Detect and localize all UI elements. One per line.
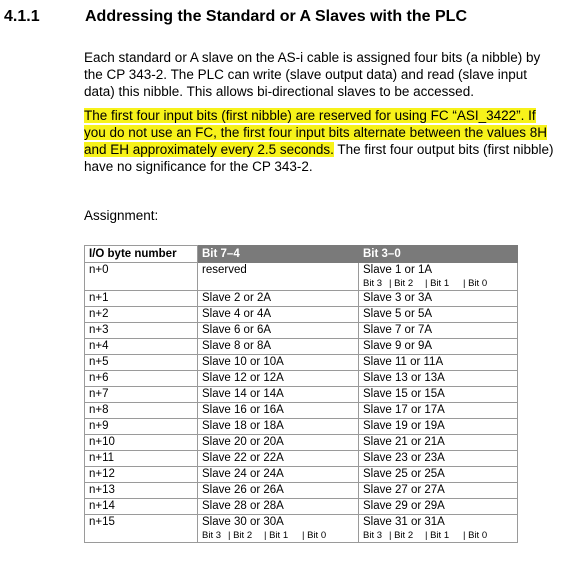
cell-text: Slave 29 or 29A <box>363 500 445 512</box>
note-paragraph <box>84 107 560 175</box>
bit-3-0-cell <box>359 483 518 499</box>
io-byte-cell <box>85 291 198 307</box>
io-byte-cell <box>85 467 198 483</box>
bit-labels <box>363 530 513 542</box>
table-row <box>85 403 518 419</box>
io-byte-cell <box>85 307 198 323</box>
cell-text: Slave 7 or 7A <box>363 324 433 336</box>
cell-text: n+2 <box>89 308 109 320</box>
table-row <box>85 483 518 499</box>
bit-3-0-cell <box>359 499 518 515</box>
cell-text: Slave 13 or 13A <box>363 372 445 384</box>
cell-text: n+15 <box>89 516 115 528</box>
bit-3-0-cell <box>359 291 518 307</box>
cell-text: Slave 4 or 4A <box>202 308 272 320</box>
io-byte-cell <box>85 263 198 291</box>
bit-3-0-cell <box>359 307 518 323</box>
table-row <box>85 355 518 371</box>
cell-text: Slave 18 or 18A <box>202 420 284 432</box>
table-row <box>85 387 518 403</box>
bit-label: | Bit 2 <box>228 530 253 541</box>
cell-text: Slave 28 or 28A <box>202 500 284 512</box>
cell-text: Slave 20 or 20A <box>202 436 284 448</box>
cell-text: Slave 2 or 2A <box>202 292 272 304</box>
bit-label: | Bit 1 <box>264 530 289 541</box>
bit-3-0-cell <box>359 515 518 543</box>
cell-text: Slave 23 or 23A <box>363 452 445 464</box>
io-byte-cell <box>85 323 198 339</box>
bit-3-0-cell <box>359 403 518 419</box>
io-byte-cell <box>85 499 198 515</box>
bit-7-4-cell <box>198 483 359 499</box>
cell-text: Slave 11 or 11A <box>363 356 444 368</box>
cell-text: Slave 3 or 3A <box>363 292 433 304</box>
table-row <box>85 435 518 451</box>
cell-text: Slave 21 or 21A <box>363 436 445 448</box>
bit-7-4-cell <box>198 355 359 371</box>
cell-text: Slave 30 or 30A <box>202 516 284 528</box>
cell-text: n+6 <box>89 372 109 384</box>
header-io-byte: I/O byte number <box>85 246 198 263</box>
table-row <box>85 291 518 307</box>
cell-text: n+9 <box>89 420 109 432</box>
table-row <box>85 451 518 467</box>
cell-text: Slave 16 or 16A <box>202 404 284 416</box>
cell-text: n+13 <box>89 484 115 496</box>
note-rest-text: The first four output bits (first nibble) have no significance for the CP 343-2. <box>84 142 554 174</box>
cell-text: n+5 <box>89 356 109 368</box>
table-row <box>85 419 518 435</box>
cell-text: n+10 <box>89 436 115 448</box>
cell-text: Slave 8 or 8A <box>202 340 272 352</box>
cell-text: Slave 10 or 10A <box>202 356 284 368</box>
bit-3-0-cell <box>359 323 518 339</box>
bit-3-0-cell <box>359 355 518 371</box>
cell-text: Slave 1 or 1A <box>363 264 433 276</box>
bit-3-0-cell <box>359 339 518 355</box>
cell-text: Slave 14 or 14A <box>202 388 284 400</box>
bit-3-0-cell <box>359 451 518 467</box>
table-row <box>85 339 518 355</box>
cell-text: Slave 22 or 22A <box>202 452 284 464</box>
cell-text: n+4 <box>89 340 109 352</box>
bit-3-0-cell <box>359 371 518 387</box>
table-row <box>85 467 518 483</box>
io-byte-cell <box>85 515 198 543</box>
table-row <box>85 307 518 323</box>
cell-text: n+3 <box>89 324 109 336</box>
cell-text: Slave 9 or 9A <box>363 340 433 352</box>
io-byte-cell <box>85 339 198 355</box>
bit-7-4-cell <box>198 435 359 451</box>
cell-text: n+7 <box>89 388 109 400</box>
bit-labels <box>202 530 354 542</box>
intro-paragraph: Each standard or A slave on the AS-i cable is assigned four bits (a nibble) by the CP 343-2. The PLC can write (slave output data) and read (slave input data) this nibble. This allows bi-directional slaves to be accessed. <box>84 50 541 99</box>
bit-label: | Bit 0 <box>302 530 327 541</box>
bit-7-4-cell <box>198 387 359 403</box>
cell-text: n+0 <box>89 264 109 276</box>
io-byte-cell <box>85 355 198 371</box>
io-byte-cell <box>85 435 198 451</box>
cell-text: Slave 26 or 26A <box>202 484 284 496</box>
bit-label: | Bit 0 <box>463 278 488 289</box>
io-byte-cell <box>85 483 198 499</box>
cell-text: Slave 19 or 19A <box>363 420 445 432</box>
table-row <box>85 371 518 387</box>
bit-7-4-cell <box>198 515 359 543</box>
table-row <box>85 515 518 543</box>
io-byte-cell <box>85 419 198 435</box>
cell-text: n+1 <box>89 292 109 304</box>
section-number: 4.1.1 <box>4 8 40 25</box>
cell-text: n+12 <box>89 468 115 480</box>
cell-text: Slave 12 or 12A <box>202 372 284 384</box>
header-bit-3-0: Bit 3–0 <box>359 246 518 263</box>
bit-labels <box>363 278 513 290</box>
cell-text: Slave 25 or 25A <box>363 468 445 480</box>
assignment-table <box>84 245 518 543</box>
table-row <box>85 263 518 291</box>
bit-label: Bit 3 <box>363 530 383 541</box>
bit-label: | Bit 2 <box>389 530 414 541</box>
table-row <box>85 499 518 515</box>
bit-7-4-cell <box>198 291 359 307</box>
io-byte-cell <box>85 371 198 387</box>
bit-label: | Bit 0 <box>463 530 488 541</box>
cell-text: Slave 5 or 5A <box>363 308 433 320</box>
section-title: Addressing the Standard or A Slaves with the PLC <box>85 8 467 25</box>
bit-3-0-cell <box>359 435 518 451</box>
cell-text: n+11 <box>89 452 115 464</box>
bit-7-4-cell <box>198 467 359 483</box>
header-bit-7-4: Bit 7–4 <box>198 246 359 263</box>
bit-3-0-cell <box>359 387 518 403</box>
bit-3-0-cell <box>359 419 518 435</box>
cell-text: reserved <box>202 264 247 276</box>
assignment-label: Assignment: <box>84 208 159 223</box>
bit-label: Bit 3 <box>363 278 383 289</box>
bit-7-4-cell <box>198 451 359 467</box>
cell-text: Slave 27 or 27A <box>363 484 445 496</box>
cell-text: Slave 15 or 15A <box>363 388 445 400</box>
table-row <box>85 323 518 339</box>
cell-text: Slave 17 or 17A <box>363 404 445 416</box>
bit-label: | Bit 2 <box>389 278 414 289</box>
cell-text: n+8 <box>89 404 109 416</box>
bit-label: | Bit 1 <box>425 278 450 289</box>
bit-3-0-cell <box>359 263 518 291</box>
cell-text: Slave 31 or 31A <box>363 516 445 528</box>
bit-7-4-cell <box>198 371 359 387</box>
bit-label: Bit 3 <box>202 530 222 541</box>
highlighted-text: The first four input bits (first nibble) are reserved for using FC “ASI_3422”. If you do not use an FC, the first four input bits alternate between the values 8H and EH approximately every 2.5 seconds. <box>84 108 548 157</box>
bit-7-4-cell <box>198 339 359 355</box>
bit-3-0-cell <box>359 467 518 483</box>
bit-7-4-cell <box>198 323 359 339</box>
cell-text: Slave 24 or 24A <box>202 468 284 480</box>
io-byte-cell <box>85 387 198 403</box>
cell-text: n+14 <box>89 500 115 512</box>
cell-text: Slave 6 or 6A <box>202 324 272 336</box>
bit-7-4-cell <box>198 403 359 419</box>
io-byte-cell <box>85 451 198 467</box>
bit-7-4-cell <box>198 307 359 323</box>
io-byte-cell <box>85 403 198 419</box>
bit-7-4-cell <box>198 419 359 435</box>
bit-label: | Bit 1 <box>425 530 450 541</box>
bit-7-4-cell <box>198 263 359 291</box>
bit-7-4-cell <box>198 499 359 515</box>
table-header-row <box>85 246 518 263</box>
